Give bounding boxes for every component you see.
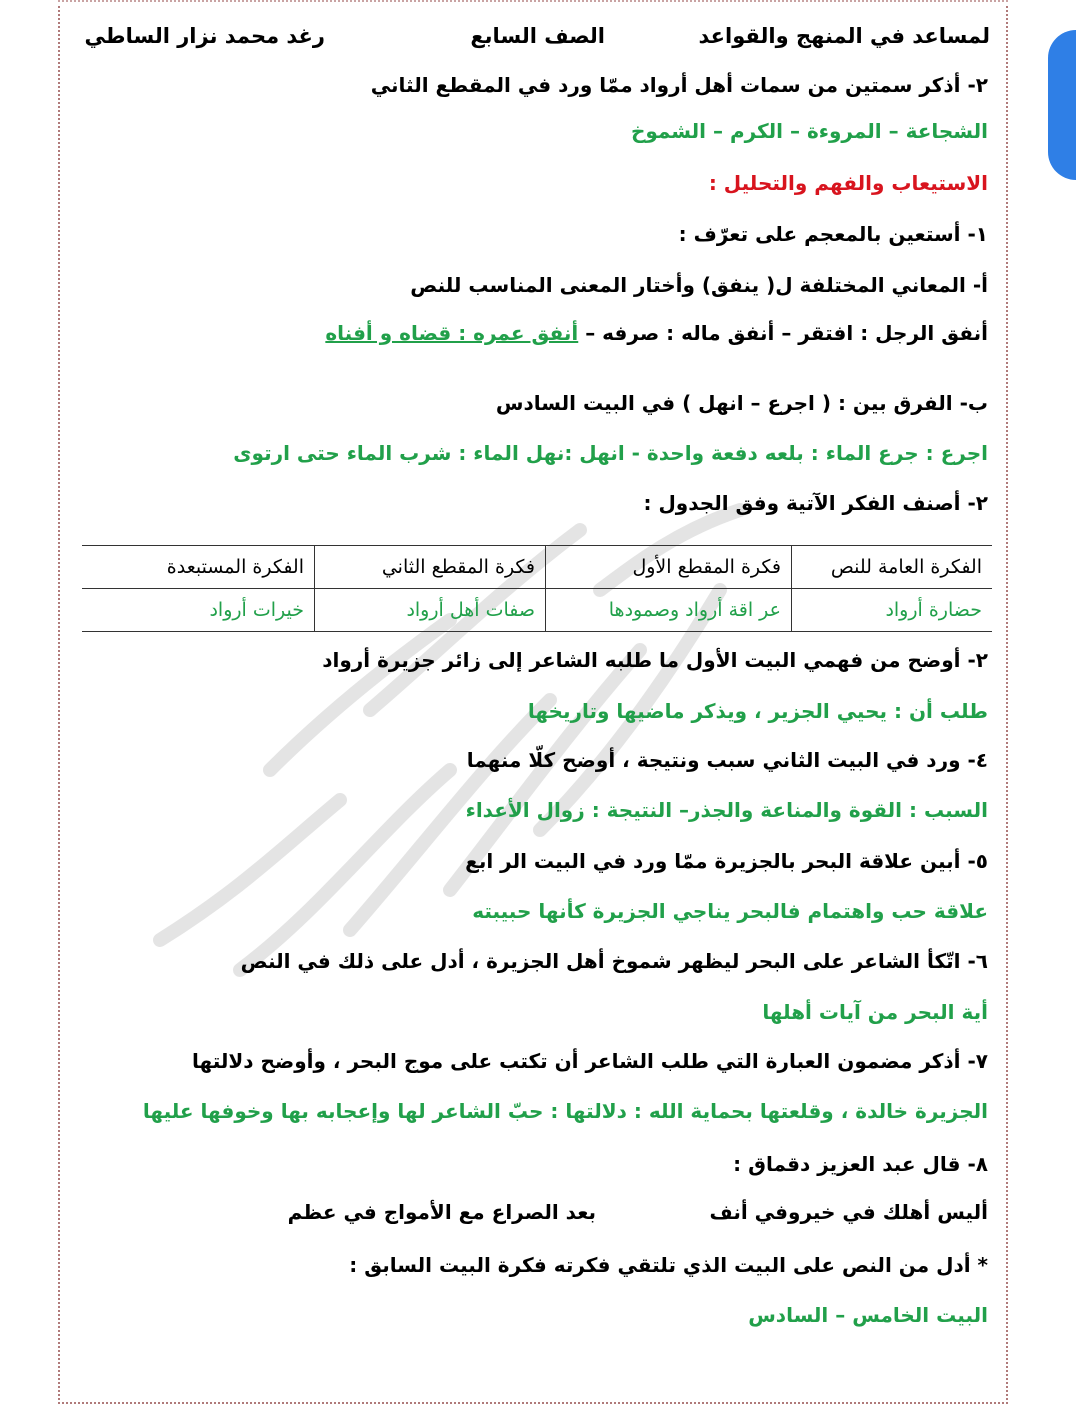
answer-line: البيت الخامس – السادس bbox=[748, 1303, 988, 1327]
question-line: ٧- أذكر مضمون العبارة التي طلب الشاعر أن تكتب على موج البحر ، وأوضح دلالتها bbox=[192, 1049, 988, 1073]
table-header-cell: الفكرة المستبعدة bbox=[82, 546, 315, 589]
table-header-cell: الفكرة العامة للنص bbox=[792, 546, 993, 589]
question-line: ١- أستعين بالمعجم على تعرّف : bbox=[678, 222, 988, 246]
section-heading: الاستيعاب والفهم والتحليل : bbox=[708, 171, 988, 195]
question-line: ٨- قال عبد العزيز دقماق : bbox=[733, 1152, 988, 1176]
answer-green-part: أنفق عمره : قضاه و أفناه bbox=[325, 321, 579, 345]
poem-second-hemistich: بعد الصراع مع الأمواج في عظم bbox=[287, 1200, 596, 1224]
page-header bbox=[80, 24, 990, 56]
table-header-cell: فكرة المقطع الأول bbox=[546, 546, 792, 589]
answer-black-part: أنفق الرجل : افتقر – أنفق ماله : صرفه – bbox=[578, 321, 988, 345]
table-header-cell: فكرة المقطع الثاني bbox=[315, 546, 546, 589]
poem-first-hemistich: أليس أهلك في خيروفي أنف bbox=[709, 1200, 988, 1224]
table-header-row bbox=[82, 546, 992, 589]
table-row bbox=[82, 589, 992, 632]
question-line: ٤- ورد في البيت الثاني سبب ونتيجة ، أوضح كلّا منهما bbox=[466, 748, 988, 772]
ideas-table bbox=[82, 545, 992, 632]
question-line: ٢- أذكر سمتين من سمات أهل أرواد ممّا ورد في المقطع الثاني bbox=[370, 73, 988, 97]
answer-line: الجزيرة خالدة ، وقلعتها بحماية الله : دلالتها : حبّ الشاعر لها وإعجابه بها وخوفها عليها bbox=[142, 1099, 988, 1123]
teacher-name: رغد محمد نزار الساطي bbox=[84, 24, 325, 48]
question-line: * أدل من النص على البيت الذي تلتقي فكرته فكرة البيت السابق : bbox=[349, 1253, 988, 1277]
question-line: ب- الفرق بين : ( اجرع – انهل ) في البيت السادس bbox=[495, 391, 988, 415]
table-cell: خيرات أرواد bbox=[82, 589, 315, 632]
grade-label: الصف السابع bbox=[470, 24, 605, 48]
answer-line: طلب أن : يحيي الجزير ، ويذكر ماضيها وتاريخها bbox=[527, 699, 988, 723]
question-line: ٢- أصنف الفكر الآتية وفق الجدول : bbox=[643, 491, 988, 515]
answer-line-mixed bbox=[325, 318, 988, 348]
question-line: ٥- أبين علاقة البحر بالجزيرة ممّا ورد في البيت الر ابع bbox=[465, 849, 988, 873]
question-line: ٦- اتّكأ الشاعر على البحر ليظهر شموخ أهل الجزيرة ، أدل على ذلك في النص bbox=[240, 949, 988, 973]
subject-title: لمساعد في المنهج والقواعد bbox=[698, 24, 990, 48]
answer-line: السبب : القوة والمناعة والجذر– النتيجة : زوال الأعداء bbox=[465, 798, 988, 822]
table-cell: حضارة أرواد bbox=[792, 589, 993, 632]
answer-line: أية البحر من آيات أهلها bbox=[762, 1000, 988, 1024]
side-scroll-tab[interactable] bbox=[1048, 30, 1076, 180]
answer-line: علاقة حب واهتمام فالبحر يناجي الجزيرة كأنها حبيبته bbox=[472, 899, 988, 923]
question-line: أ- المعاني المختلفة ل( ينفق) وأختار المعنى المناسب للنص bbox=[410, 273, 988, 297]
answer-line: اجرع : جرع الماء : بلعه دفعة واحدة - انهل :نهل الماء : شرب الماء حتى ارتوى bbox=[233, 441, 988, 465]
table-cell: عر اقة أرواد وصمودها bbox=[546, 589, 792, 632]
question-line: ٢- أوضح من فهمي البيت الأول ما طلبه الشاعر إلى زائر جزيرة أرواد bbox=[322, 648, 988, 672]
answer-line: الشجاعة – المروءة – الكرم – الشموخ bbox=[630, 119, 988, 143]
table-cell: صفات أهل أرواد bbox=[315, 589, 546, 632]
